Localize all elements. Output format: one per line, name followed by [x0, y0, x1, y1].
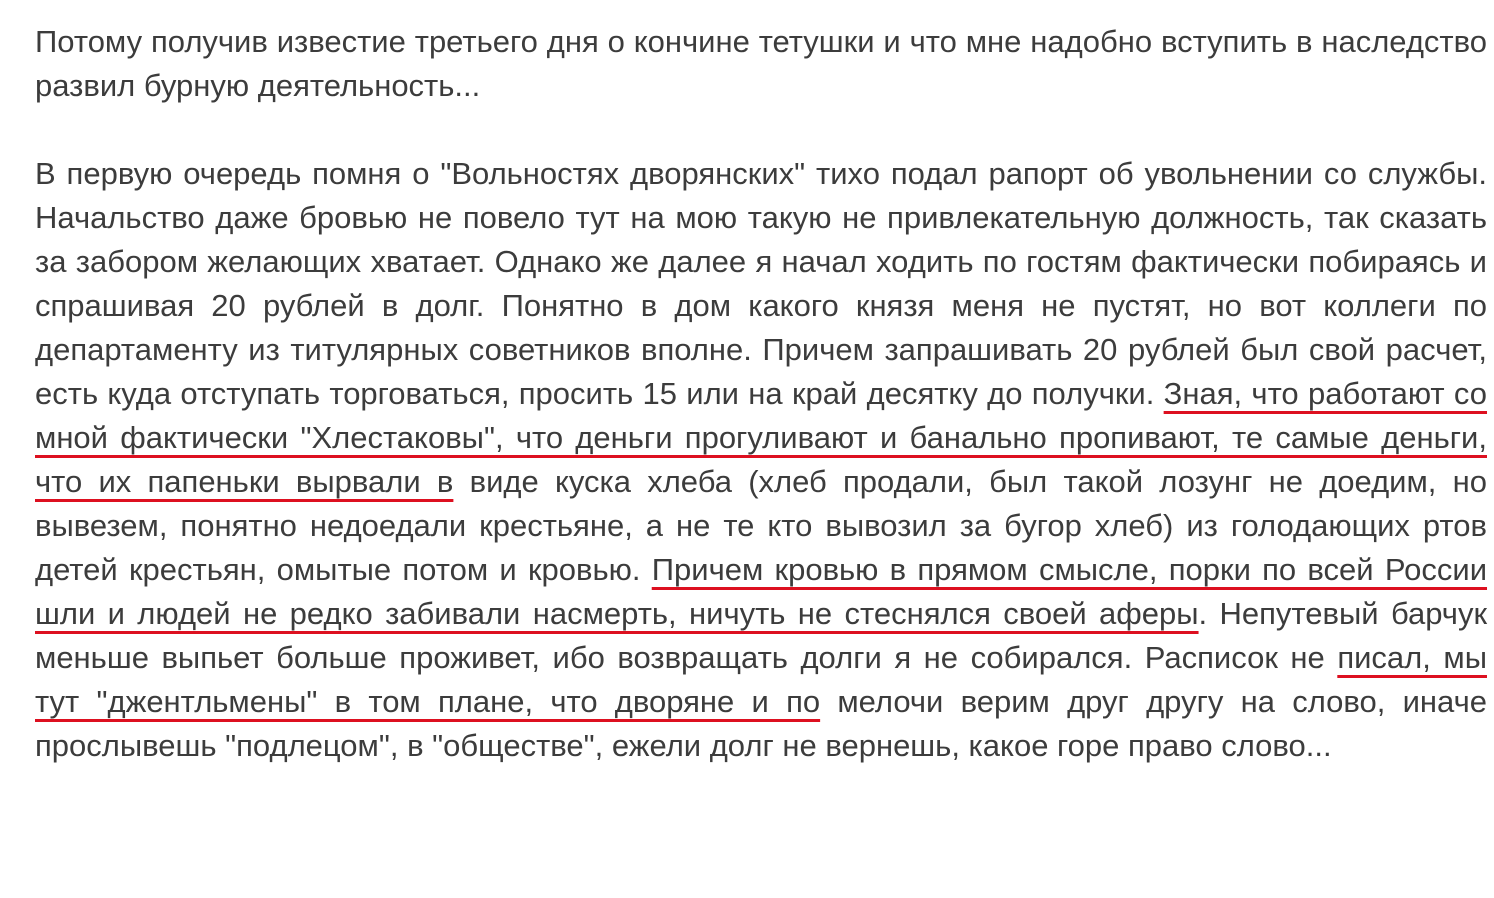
paragraph-1: [35, 20, 1487, 108]
underlined-passage-3: писал, мы тут "джентльмены" в том плане, что дворяне и по: [35, 640, 1487, 719]
paragraph-2-text: . Непутевый барчук меньше выпьет больше проживет, ибо возвращать долги я не собирался. Расписок не: [35, 596, 1488, 675]
paragraph-2-text: В первую очередь помня о "Вольностях дворянских" тихо подал рапорт об увольнении со службы. Начальство даже бровью не повело тут на мою такую не привлекательную должность, так сказать за забором желающих хватает. Однако же далее я начал ходить по гостям фактически побираясь и спрашивая 20 рублей в долг. Понятно в дом какого князя меня не пустят, но вот коллеги по департаменту из титулярных советников вполне. Причем запрашивать 20 рублей был свой расчет, есть куда отступать торговаться, просить 15 или на край десятку до получки.: [35, 156, 1487, 411]
paragraph-1-text: Потому получив известие третьего дня о кончине тетушки и что мне надобно вступить в наследство развил бурную деятельность...: [35, 24, 1487, 103]
paragraph-2: [35, 152, 1487, 768]
underlined-passage-2: Причем кровью в прямом смысле, порки по всей России шли и людей не редко забивали насмерть, ничуть не стеснялся своей аферы: [35, 552, 1488, 631]
article-text: [35, 20, 1487, 768]
paragraph-2-text: мелочи верим друг другу на слово, иначе прослывешь "подлецом", в "обществе", ежели долг не вернешь, какое горе право слово...: [35, 684, 1488, 763]
paragraph-2-text: виде куска хлеба (хлеб продали, был такой лозунг не доедим, но вывезем, понятно недоедали крестьяне, а не те кто вывозил за бугор хлеб) из голодающих ртов детей крестьян, омытые потом и кровью.: [35, 464, 1487, 587]
underlined-passage-1: Зная, что работают со мной фактически "Хлестаковы", что деньги прогуливают и банально пропивают, те самые деньги, что их папеньки вырвали в: [35, 376, 1488, 499]
